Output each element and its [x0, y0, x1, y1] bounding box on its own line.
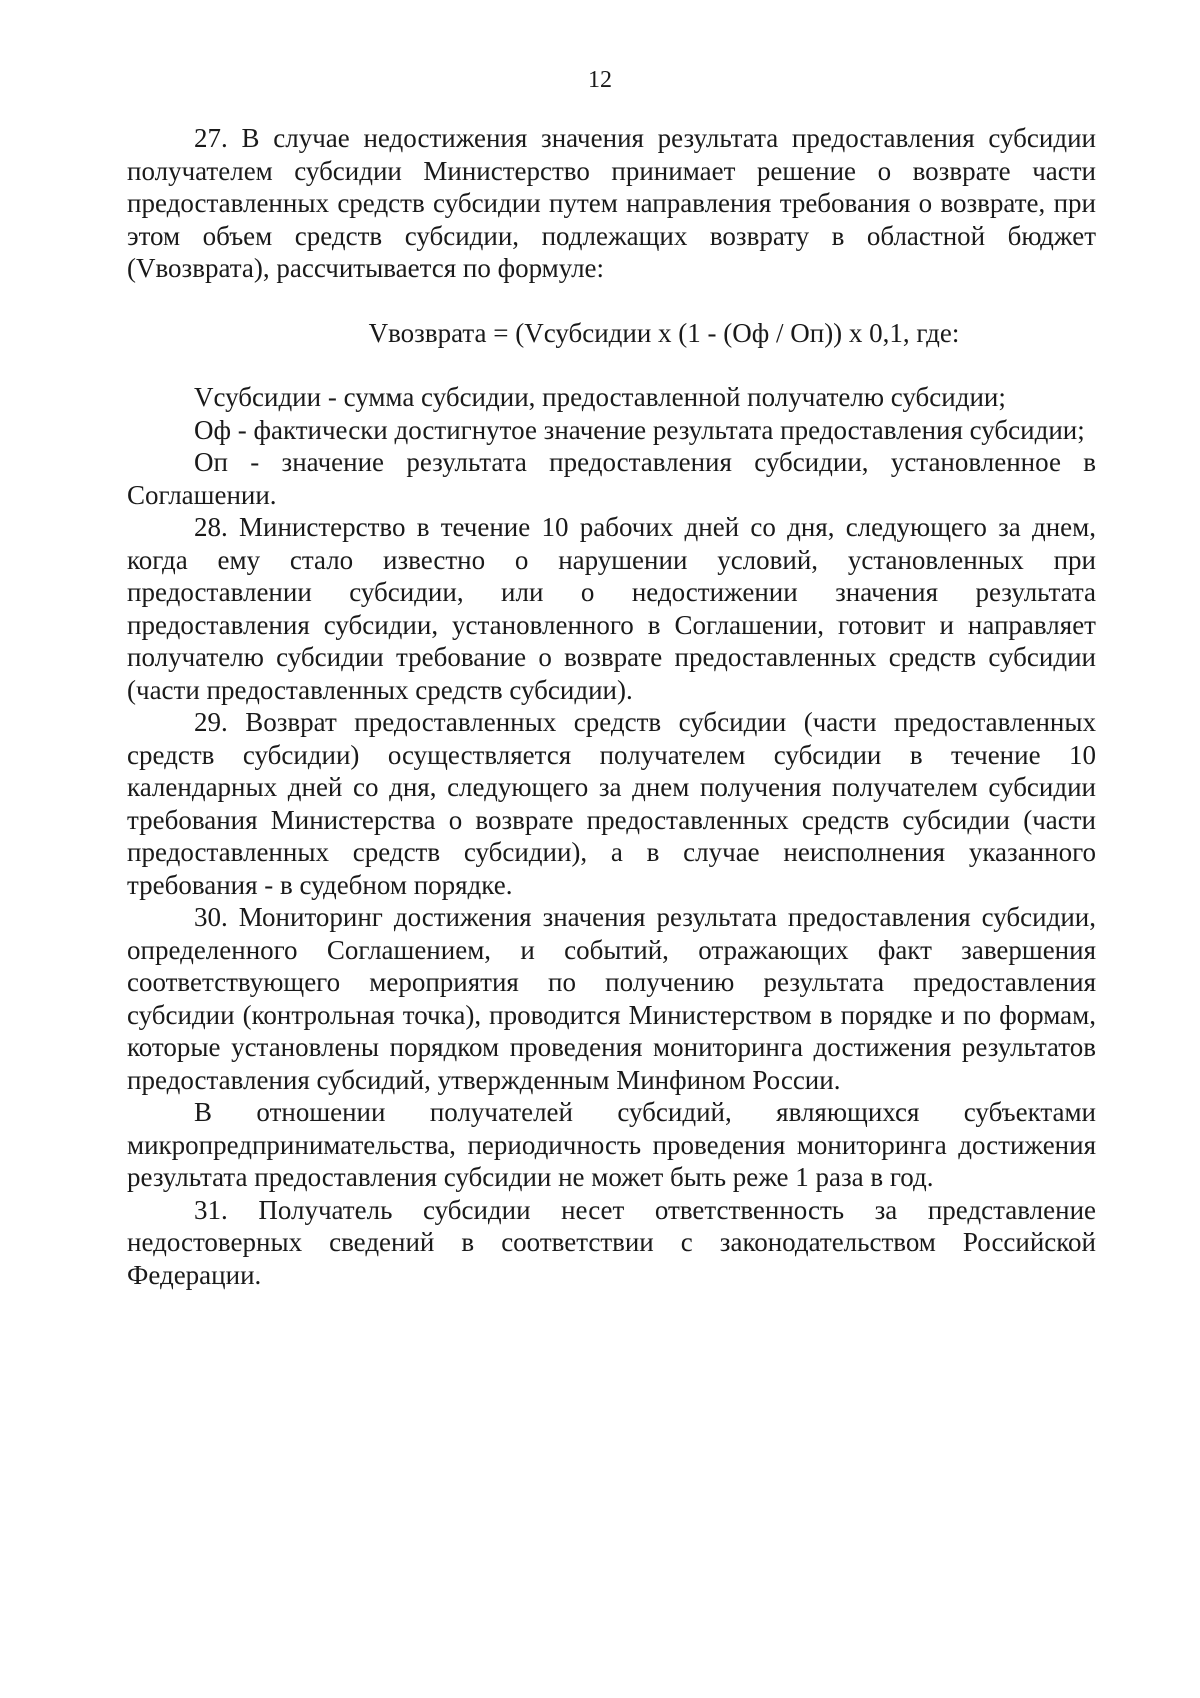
- paragraph-31: 31. Получатель субсидии несет ответственность за представление недостоверных сведений в соответствии с законодательством Российской Федерации.: [127, 1194, 1096, 1290]
- paragraph-30-micro: В отношении получателей субсидий, являющихся субъектами микропредпринимательства, периодичность проведения мониторинга достижения результата предоставления субсидии не может быть реже 1 раза в год.: [127, 1097, 1096, 1192]
- paragraph-29: 29. Возврат предоставленных средств субсидии (части предоставленных средств субсидии) осуществляется получателем субсидии в течение 10 календарных дней со дня, следующего за днем получения получателем субсидии требования Министерства о возврате предоставленных средств субсидии (части предоставленных средств субсидии), а в случае неисполнения указанного требования - в судебном порядке.: [127, 707, 1096, 900]
- page-number: 12: [588, 67, 612, 93]
- paragraph-27: 27. В случае недостижения значения результата предоставления субсидии получателем субсидии Министерство принимает решение о возврате части предоставленных средств субсидии путем направления требования о возврате, при этом объем средств субсидии, подлежащих возврату в областной бюджет (Vвозврата), рассчитывается по формуле:: [127, 123, 1096, 283]
- paragraph-28: 28. Министерство в течение 10 рабочих дней со дня, следующего за днем, когда ему стало известно о нарушении условий, установленных при предоставлении субсидии, или о недостижении значения результата предоставления субсидии, установленного в Соглашении, готовит и направляет получателю субсидии требование о возврате предоставленных средств субсидии (части предоставленных средств субсидии).: [127, 512, 1096, 705]
- definition-vsubsidy: Vсубсидии - сумма субсидии, предоставленной получателю субсидии;: [194, 382, 1006, 412]
- return-amount-formula: Vвозврата = (Vсубсидии х (1 - (Оф / Оп)) х 0,1, где:: [368, 317, 960, 348]
- document-body: [127, 122, 1096, 1291]
- definition-op: Оп - значение результата предоставления субсидии, установленное в Соглашении.: [127, 447, 1096, 510]
- paragraph-30: 30. Мониторинг достижения значения результата предоставления субсидии, определенного Соглашением, и событий, отражающих факт завершения соответствующего мероприятия по получению результата предоставления субсидии (контрольная точка), проводится Министерством в порядке и по формам, которые установлены порядком проведения мониторинга достижения результатов предоставления субсидий, утвержденным Минфином России.: [127, 902, 1096, 1095]
- definition-of: Оф - фактически достигнутое значение результата предоставления субсидии;: [194, 414, 1085, 445]
